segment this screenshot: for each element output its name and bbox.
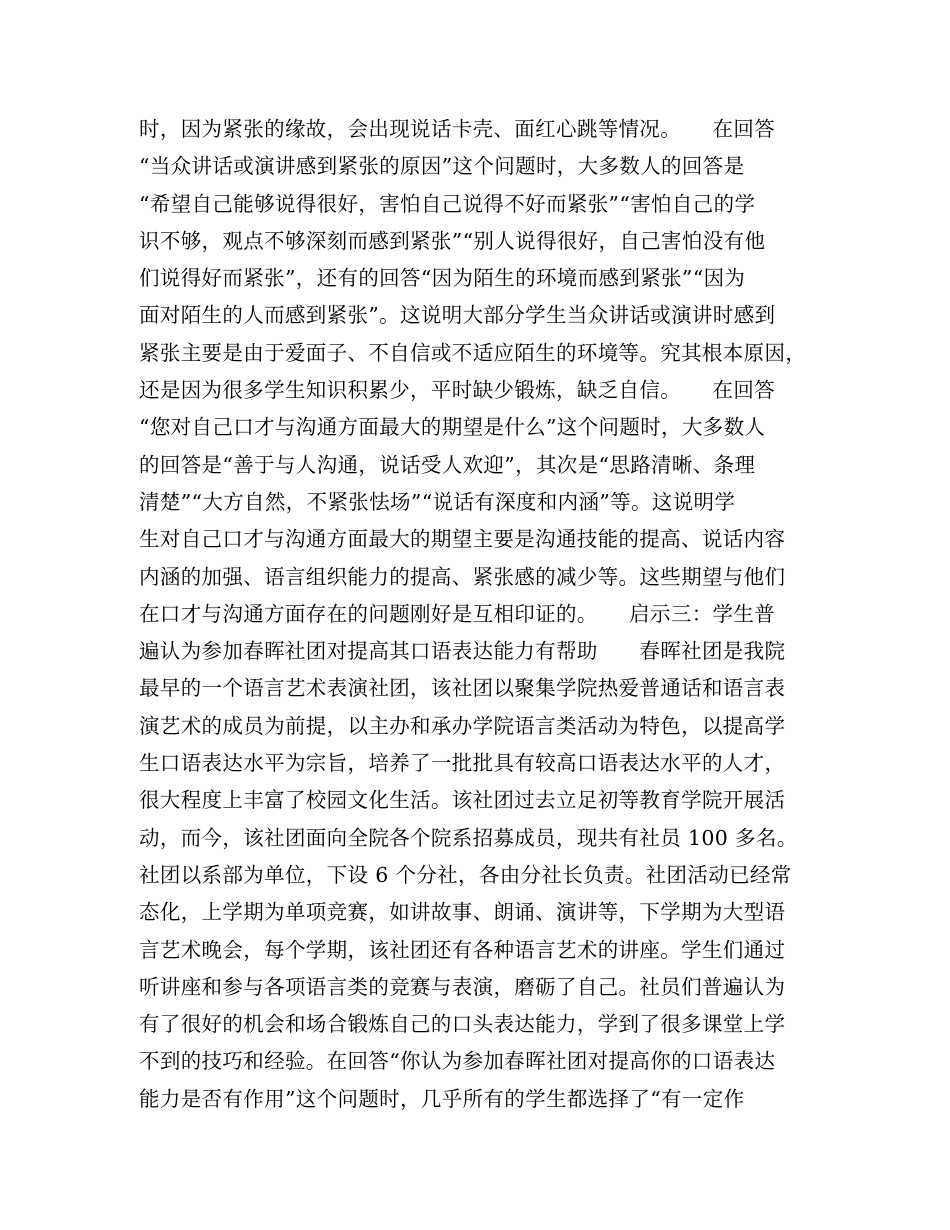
- text-line: 遍认为参加春晖社团对提高其口语表达能力有帮助 春晖社团是我院: [139, 639, 786, 664]
- text-line: 有了很好的机会和场合锻炼自己的口头表达能力，学到了很多课堂上学: [139, 1012, 786, 1037]
- text-line: 不到的技巧和经验。在回答“你认为参加春晖社团对提高你的口语表达: [139, 1049, 776, 1074]
- text-line: 言艺术晚会，每个学期，该社团还有各种语言艺术的讲座。学生们通过: [139, 937, 786, 962]
- body-text: [139, 111, 829, 1118]
- text-line: “您对自己口才与沟通方面最大的期望是什么”这个问题时，大多数人: [139, 415, 766, 440]
- text-line: 们说得好而紧张”，还有的回答“因为陌生的环境而感到紧张”“因为: [139, 266, 746, 291]
- text-line: 动，而今，该社团面向全院各个院系招募成员，现共有社员 100 多名。: [139, 825, 798, 850]
- text-line: 生口语表达水平为宗旨，培养了一批批具有较高口语表达水平的人才，: [139, 751, 786, 776]
- text-line: 最早的一个语言艺术表演社团，该社团以聚集学院热爱普通话和语言表: [139, 676, 786, 701]
- text-line: 能力是否有作用”这个问题时，几乎所有的学生都选择了“有一定作: [139, 1086, 745, 1111]
- text-line: 演艺术的成员为前提，以主办和承办学院语言类活动为特色，以提高学: [139, 713, 786, 738]
- text-line: 在口才与沟通方面存在的问题刚好是互相印证的。 启示三：学生普: [139, 601, 776, 626]
- text-line: 还是因为很多学生知识积累少，平时缺少锻炼，缺乏自信。 在回答: [139, 378, 776, 403]
- text-line: 面对陌生的人而感到紧张”。这说明大部分学生当众讲话或演讲时感到: [139, 303, 776, 328]
- text-line: 时，因为紧张的缘故，会出现说话卡壳、面红心跳等情况。 在回答: [139, 117, 776, 141]
- text-line: 的回答是“善于与人沟通，说话受人欢迎”，其次是“思路清晰、条理: [139, 452, 756, 477]
- text-line: 很大程度上丰富了校园文化生活。该社团过去立足初等教育学院开展活: [139, 788, 786, 813]
- text-line: 听讲座和参与各项语言类的竞赛与表演，磨砺了自己。社员们普遍认为: [139, 974, 786, 999]
- text-line: 识不够，观点不够深刻而感到紧张”“别人说得很好，自己害怕没有他: [139, 228, 766, 253]
- text-line: 态化，上学期为单项竞赛，如讲故事、朗诵、演讲等，下学期为大型语: [139, 900, 786, 925]
- text-line: “希望自己能够说得很好，害怕自己说得不好而紧张”“害怕自己的学: [139, 191, 756, 216]
- text-line: 内涵的加强、语言组织能力的提高、紧张感的减少等。这些期望与他们: [139, 564, 786, 589]
- text-line: 紧张主要是由于爱面子、不自信或不适应陌生的环境等。究其根本原因，: [139, 340, 807, 365]
- text-line: 生对自己口才与沟通方面最大的期望主要是沟通技能的提高、说话内容: [139, 527, 786, 552]
- text-line: “当众讲话或演讲感到紧张的原因”这个问题时，大多数人的回答是: [139, 154, 745, 179]
- text-line: 清楚”“大方自然，不紧张怯场”“说话有深度和内涵”等。这说明学: [139, 489, 736, 514]
- text-line: 社团以系部为单位，下设 6 个分社，各由分社长负责。社团活动已经常: [139, 862, 792, 887]
